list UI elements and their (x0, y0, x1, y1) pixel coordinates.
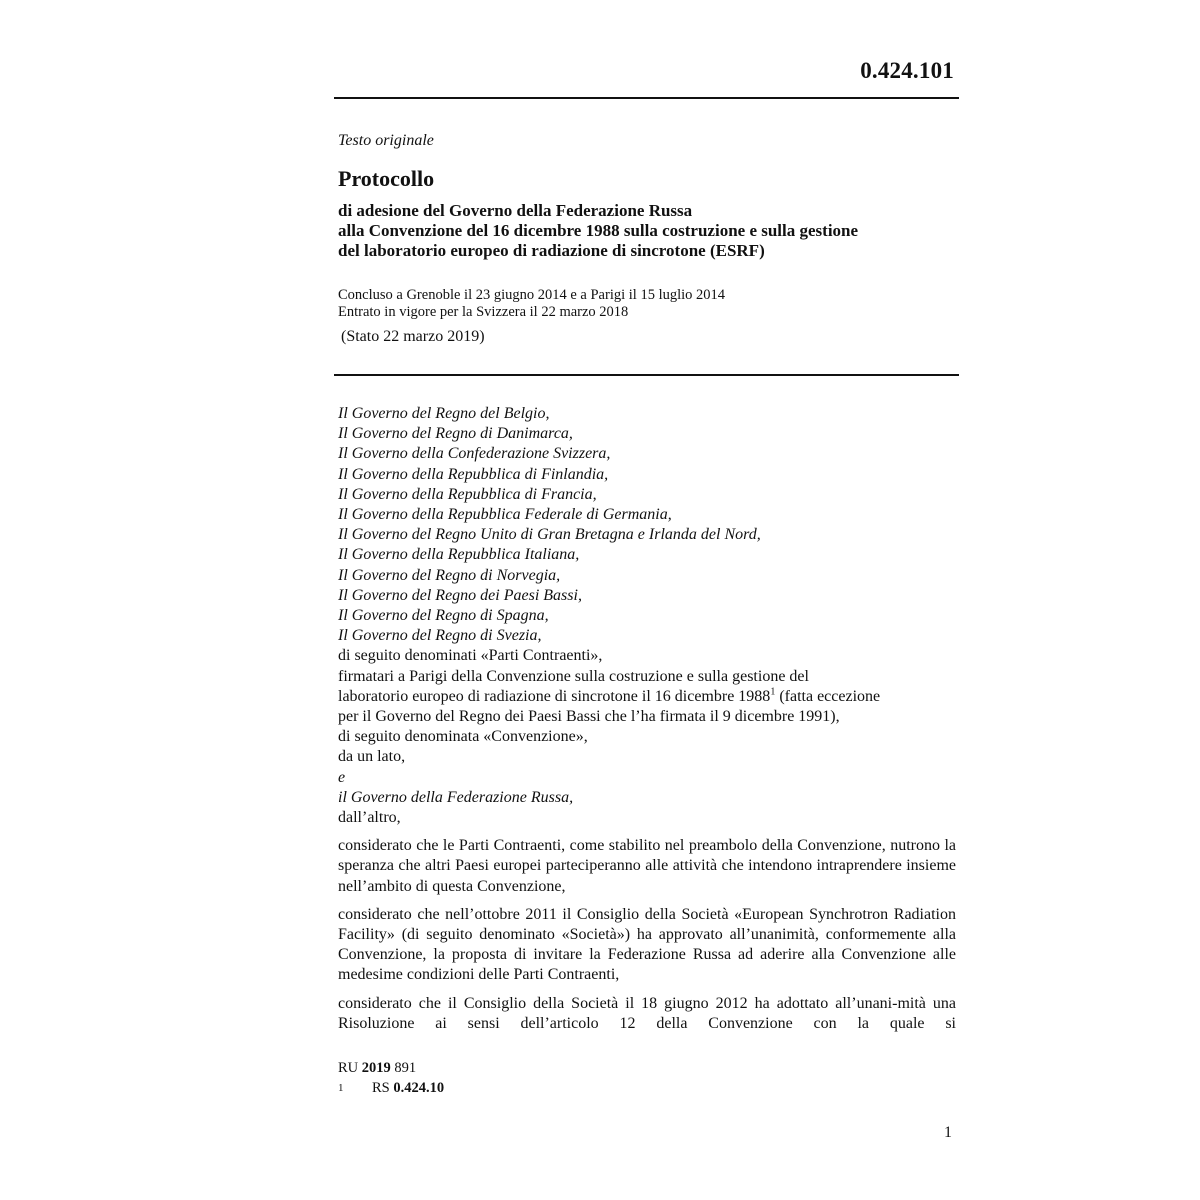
document-body (338, 404, 956, 1034)
preamble-text: laboratorio europeo di radiazione di sincrotone il 16 dicembre 1988 (338, 687, 771, 705)
subtitle-line: di adesione del Governo della Federazione Russa (338, 201, 693, 220)
consideration-paragraph: considerato che il Consiglio della Società il 18 giugno 2012 ha adottato all’unani-mità una Risoluzione ai sensi dell’articolo 12 della Convenzione con la quale si (338, 994, 956, 1032)
government-item: Il Governo della Repubblica Federale di Germania, (338, 506, 672, 524)
footnote-ref-link[interactable]: 0.424.10 (393, 1080, 445, 1096)
preamble-line: di seguito denominata «Convenzione», (338, 728, 588, 746)
considerations (338, 836, 956, 1034)
conclusion-info (338, 287, 958, 321)
page-number: 1 (944, 1124, 952, 1141)
footnotes (338, 1058, 444, 1098)
entry-into-force: Entrato in vigore per la Svizzera il 22 marzo 2018 (338, 304, 629, 320)
government-item: Il Governo del Regno dei Paesi Bassi, (338, 586, 582, 604)
footnote-prefix: RS (372, 1080, 394, 1096)
governments-list (338, 404, 956, 646)
ru-prefix: RU (338, 1060, 362, 1076)
government-item: Il Governo del Regno del Belgio, (338, 405, 550, 422)
consideration-paragraph: considerato che nell’ottobre 2011 il Consiglio della Società «European Synchrotron Radiation Facility» (di seguito denominato «Società») ha approvato all’unanimità, conformemente alla Convenzione, la proposta di invitare la Federazione Russa ad aderire alla Convenzione alle medesime condizioni delle Parti Contraenti, (338, 905, 956, 984)
preamble-line: da un lato, (338, 748, 406, 766)
preamble-line: per il Governo del Regno dei Paesi Bassi che l’ha firmata il 9 dicembre 1991), (338, 708, 840, 726)
government-item: Il Governo del Regno di Spagna, (338, 607, 549, 625)
document-title: Protocollo (338, 166, 435, 191)
preamble-line: dall’altro, (338, 809, 401, 827)
footnote-ref[interactable]: 1 (770, 686, 776, 698)
sr-number: 0.424.101 (860, 58, 954, 83)
ru-year: 2019 (361, 1060, 391, 1076)
preamble-text: (fatta eccezione (775, 687, 881, 705)
subtitle-line: del laboratorio europeo di radiazione di sincrotone (ESRF) (338, 241, 765, 260)
subtitle-line: alla Convenzione del 16 dicembre 1988 sulla costruzione e sulla gestione (338, 221, 859, 240)
footnote-item (338, 1078, 444, 1098)
government-item: Il Governo del Regno di Svezia, (338, 627, 542, 645)
government-item: Il Governo del Regno di Norvegia, (338, 566, 561, 584)
ru-reference (338, 1058, 444, 1078)
concluded-date: Concluso a Grenoble il 23 giugno 2014 e a Parigi il 15 luglio 2014 (338, 287, 726, 303)
government-item: Il Governo del Regno Unito di Gran Bretagna e Irlanda del Nord, (338, 526, 761, 544)
ru-number: 891 (390, 1060, 417, 1076)
consideration-paragraph: considerato che le Parti Contraenti, come stabilito nel preambolo della Convenzione, nutrono la speranza che altri Paesi europei parteciperanno alle attività che intendono intraprendere insieme nell’ambito di questa Convenzione, (338, 837, 956, 895)
preamble-line: il Governo della Federazione Russa, (338, 788, 574, 806)
preamble-line: e (338, 768, 346, 786)
original-text-label: Testo originale (338, 132, 434, 149)
government-item: Il Governo della Confederazione Svizzera, (338, 445, 611, 463)
government-item: Il Governo della Repubblica Italiana, (338, 546, 580, 564)
government-item: Il Governo del Regno di Danimarca, (338, 425, 573, 443)
heading-rule (334, 374, 959, 376)
preamble-line: firmatari a Parigi della Convenzione sulla costruzione e sulla gestione del (338, 667, 809, 685)
footnote-number: 1 (338, 1082, 344, 1094)
preamble-line: di seguito denominati «Parti Contraenti», (338, 647, 603, 665)
footnote-text (372, 1078, 444, 1098)
government-item: Il Governo della Repubblica di Finlandia, (338, 465, 609, 483)
government-item: Il Governo della Repubblica di Francia, (338, 485, 597, 503)
preamble-line (338, 687, 956, 707)
document-heading (338, 130, 958, 347)
preamble (338, 646, 956, 828)
top-rule (334, 97, 959, 99)
status-date: (Stato 22 marzo 2019) (341, 328, 485, 345)
document-subtitle (338, 201, 958, 261)
